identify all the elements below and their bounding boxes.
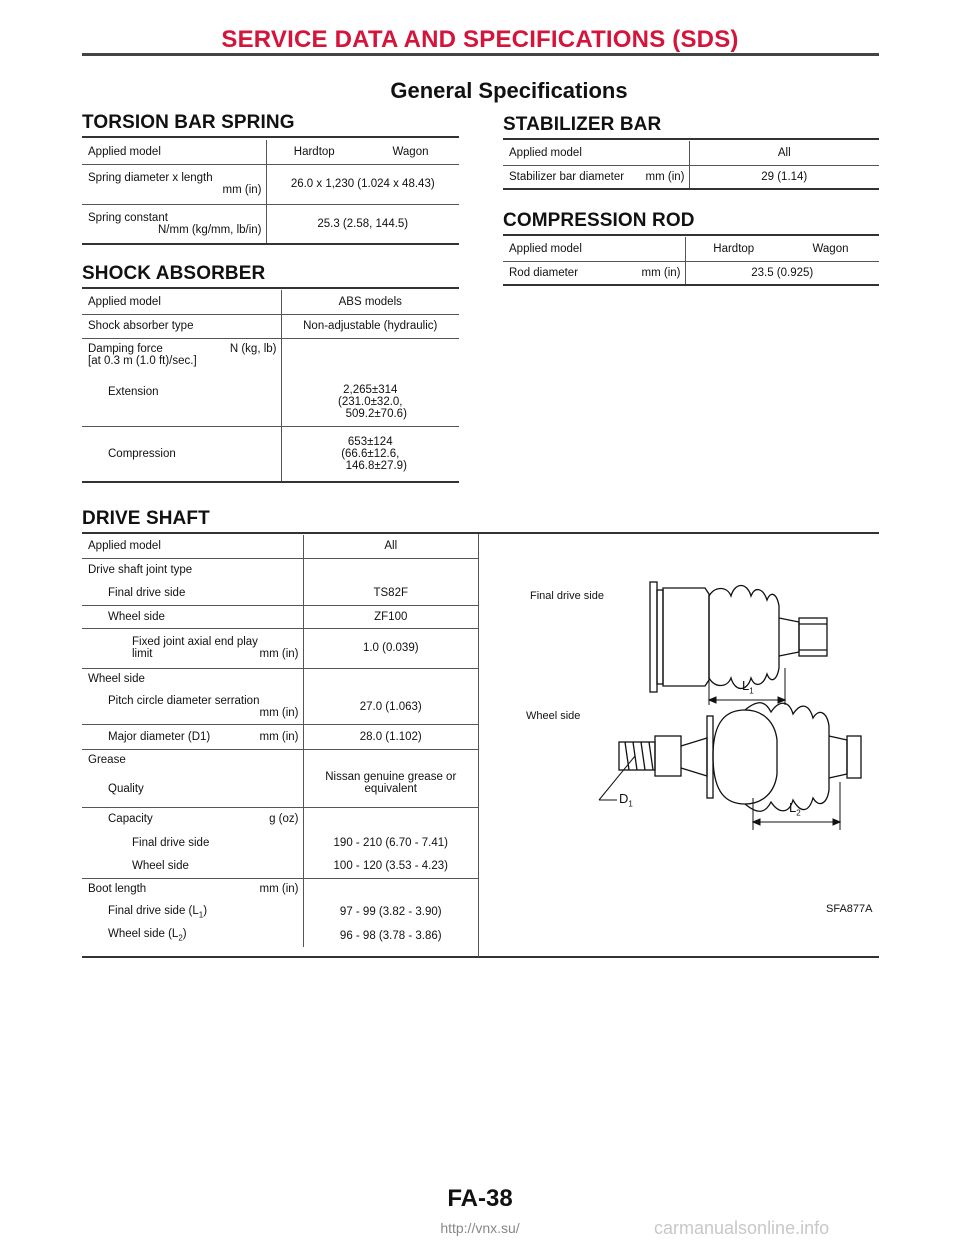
section-rule <box>503 138 879 140</box>
compression-label: Compression <box>82 426 281 482</box>
table-row <box>82 426 459 482</box>
table-row <box>82 749 478 771</box>
l1-label: $L_1$ <box>742 678 754 696</box>
row-unit: mm (in) <box>259 648 299 660</box>
final-drive-joint <box>650 582 827 692</box>
row-label: Damping force <box>88 342 163 355</box>
col-value: All <box>689 141 879 165</box>
row-label: Major diameter (D1) <box>108 730 211 743</box>
col-label: Applied model <box>503 237 685 261</box>
row-label: Stabilizer bar diameter <box>509 170 625 183</box>
row-unit: mm (in) <box>641 266 681 279</box>
col-hardtop: Hardtop <box>266 140 362 164</box>
table-row <box>82 164 459 204</box>
row-label: Drive shaft joint type <box>88 563 193 576</box>
row-value: TS82F <box>303 581 478 605</box>
row-value: 25.3 (2.58, 144.5) <box>266 204 459 244</box>
shock-absorber-title: SHOCK ABSORBER <box>82 263 266 284</box>
row-value: Non-adjustable (hydraulic) <box>281 314 459 338</box>
l2-label: $L_2$ <box>789 800 801 818</box>
drive-shaft-table <box>82 535 478 947</box>
col-hardtop: Hardtop <box>685 237 782 261</box>
row-value: Nissan genuine grease or <box>325 771 457 783</box>
table-row <box>82 854 478 878</box>
row-condition: [at 0.3 m (1.0 ft)/sec.] <box>88 354 197 367</box>
table-row <box>82 807 478 831</box>
col-wagon: Wagon <box>782 237 879 261</box>
section-rule <box>503 234 879 236</box>
page-number: FA-38 <box>447 1185 513 1212</box>
page-title: General Specifications <box>390 78 628 103</box>
row-label: Pitch circle diameter serration <box>108 694 260 707</box>
torsion-bar-table <box>82 140 459 245</box>
section-rule <box>82 287 459 289</box>
row-unit: mm (in) <box>259 730 299 743</box>
compression-rod-table <box>503 237 879 286</box>
row-label: Final drive side (L <box>108 904 199 917</box>
compression-value: 146.8±27.9) <box>345 459 407 472</box>
row-value: equivalent <box>364 783 417 795</box>
row-label: Wheel side <box>82 854 303 878</box>
col-value: All <box>303 535 478 558</box>
row-unit: mm (in) <box>222 184 262 196</box>
row-label: Rod diameter <box>509 266 579 279</box>
row-value: 100 - 120 (3.53 - 4.23) <box>303 854 478 878</box>
row-value: 96 - 98 (3.78 - 3.86) <box>303 924 478 947</box>
row-value: 23.5 (0.925) <box>685 261 879 285</box>
table-row <box>503 141 879 165</box>
row-unit: g (oz) <box>269 813 299 826</box>
table-row <box>503 237 879 261</box>
col-label: Applied model <box>82 140 266 164</box>
row-unit: mm (in) <box>645 170 685 183</box>
d1-label: $D_1$ <box>619 791 633 809</box>
table-row <box>82 724 478 749</box>
col-wagon: Wagon <box>362 140 459 164</box>
row-label: Fixed joint axial end play <box>132 636 258 648</box>
col-label: Applied model <box>82 535 303 558</box>
table-row <box>503 165 879 189</box>
wheel-side-joint <box>619 703 861 812</box>
row-label: Wheel side (L <box>108 928 179 941</box>
row-unit: N (kg, lb) <box>229 342 277 355</box>
row-label: limit <box>132 648 153 660</box>
header-divider <box>82 53 879 56</box>
col-label: Applied model <box>82 290 281 314</box>
row-label: Final drive side <box>132 836 210 849</box>
table-figure-divider <box>478 534 479 957</box>
row-label-sub: 2 <box>178 933 183 943</box>
extension-label: Extension <box>108 385 159 398</box>
table-row <box>82 831 478 854</box>
row-label: Quality <box>82 771 303 807</box>
row-unit: mm (in) <box>259 883 299 896</box>
row-label: Capacity <box>108 813 153 826</box>
wheel-side-label: Wheel side <box>526 710 581 722</box>
row-label: Shock absorber type <box>82 314 281 338</box>
row-value: 190 - 210 (6.70 - 7.41) <box>303 831 478 854</box>
table-row <box>82 605 478 628</box>
table-row <box>82 535 478 558</box>
row-label: Grease <box>88 754 126 767</box>
table-row: Wheel side $(L_2)$ 96 - 98 (3.78 - 3.86) <box>82 924 478 947</box>
section-rule <box>82 532 879 534</box>
row-value: 29 (1.14) <box>689 165 879 189</box>
row-label: Final drive side <box>82 581 303 605</box>
row-label: Spring constant <box>88 211 168 224</box>
col-label: Applied model <box>503 141 689 165</box>
stabilizer-bar-title: STABILIZER BAR <box>503 114 662 135</box>
row-value: ZF100 <box>303 605 478 628</box>
row-label: Spring diameter x length <box>88 172 213 184</box>
figure-code: SFA877A <box>826 903 873 915</box>
row-unit: N/mm (kg/mm, lb/in) <box>158 223 262 236</box>
table-row <box>82 628 478 668</box>
watermark: carmanualsonline.info <box>654 1218 830 1238</box>
stabilizer-bar-table <box>503 141 879 190</box>
extension-value: 509.2±70.6) <box>345 407 407 420</box>
table-row <box>82 290 459 314</box>
torsion-bar-title: TORSION BAR SPRING <box>82 112 295 133</box>
table-row <box>82 314 459 338</box>
extension-value: (231.0±32.0, <box>338 395 403 408</box>
drive-shaft-drawing <box>495 560 875 920</box>
section-rule <box>82 136 459 138</box>
table-row <box>503 261 879 285</box>
row-label-sub: 1 <box>198 910 204 920</box>
table-row <box>82 140 459 164</box>
compression-value: (66.6±12.6, <box>341 447 400 460</box>
row-value: 97 - 99 (3.82 - 3.90) <box>303 900 478 924</box>
shock-absorber-table <box>82 290 459 483</box>
row-value: 27.0 (1.063) <box>303 690 478 724</box>
row-unit: mm (in) <box>259 706 299 719</box>
extension-value: 2,265±314 <box>343 383 398 396</box>
table-row <box>82 771 478 807</box>
table-row <box>82 338 459 426</box>
row-value: 28.0 (1.102) <box>303 724 478 749</box>
row-value: 1.0 (0.039) <box>303 628 478 668</box>
row-label: Boot length <box>88 883 147 896</box>
table-row <box>82 690 478 724</box>
header-title: SERVICE DATA AND SPECIFICATIONS (SDS) <box>221 26 739 53</box>
table-row <box>82 558 478 581</box>
row-label: Wheel side <box>82 605 303 628</box>
row-label: Wheel side <box>88 673 145 686</box>
compression-rod-title: COMPRESSION ROD <box>503 210 695 231</box>
drive-shaft-figure <box>495 560 875 920</box>
final-drive-side-label: Final drive side <box>530 590 604 602</box>
table-row <box>82 204 459 244</box>
table-row <box>82 668 478 690</box>
col-value: ABS models <box>281 290 459 314</box>
drive-shaft-title: DRIVE SHAFT <box>82 508 210 529</box>
table-row: Final drive side $(L_1)$ 97 - 99 (3.82 - 3.90) <box>82 900 478 924</box>
table-row <box>82 581 478 605</box>
section-rule-bottom <box>82 956 879 958</box>
row-value: 26.0 x 1,230 (1.024 x 48.43) <box>266 164 459 204</box>
footer-url[interactable]: http://vnx.su/ <box>440 1220 520 1236</box>
table-row <box>82 878 478 900</box>
compression-value: 653±124 <box>347 435 393 448</box>
